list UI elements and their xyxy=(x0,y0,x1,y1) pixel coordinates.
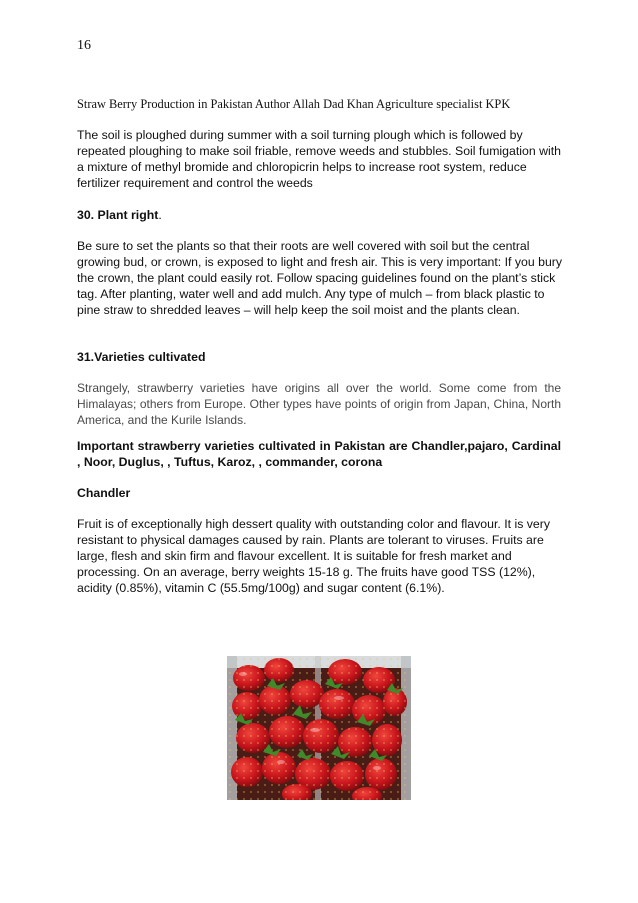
varieties-heading: 31.Varieties cultivated xyxy=(77,350,206,364)
plant-right-heading xyxy=(77,208,162,222)
page-header: Straw Berry Production in Pakistan Author Allah Dad Khan Agriculture specialist KPK xyxy=(77,97,511,111)
strawberry-photo xyxy=(227,656,411,800)
chandler-heading: Chandler xyxy=(77,486,131,500)
plant-right-paragraph: Be sure to set the plants so that their roots are well covered with soil but the central growing bud, or crown, is exposed to light and fresh air. This is very important: If you bury the crown, the plant could easily rot. Follow spacing guidelines found on the plant’s stick tag. After planting, water well and add mulch. Any type of mulch – from black plastic to pine straw to shredded leaves – will help keep the soil moist and the plants clean. xyxy=(77,239,563,317)
page-number: 16 xyxy=(77,38,91,53)
intro-paragraph: The soil is ploughed during summer with a soil turning plough which is followed by repeated ploughing to make soil friable, remove weeds and stubbles. Soil fumigation with a mixture of methyl bromide and chloropicrin helps to increase root system, reduce fertilizer requirement and control the weeds xyxy=(77,128,561,190)
plant-right-heading-text: 30. Plant right xyxy=(77,208,159,222)
important-varieties-paragraph: Important strawberry varieties cultivated in Pakistan are Chandler,pajaro, Cardinal , Noor, Duglus, , Tuftus, Karoz, , commander, corona xyxy=(77,439,561,469)
plant-right-heading-period: . xyxy=(158,208,162,222)
strawberry-photo-drawing xyxy=(227,656,411,800)
chandler-paragraph: Fruit is of exceptionally high dessert quality with outstanding color and flavour. It is very resistant to physical damages caused by rain. Plants are tolerant to viruses. Fruits are large, flesh and skin firm and flavour excellent. It is suitable for fresh market and processing. On an average, berry weights 15-18 g. The fruits have good TSS (12%), acidity (0.85%), vitamin C (55.5mg/100g) and sugar content (6.1%). xyxy=(77,517,550,595)
varieties-paragraph: Strangely, strawberry varieties have origins all over the world. Some come from the Himalayas; others from Europe. Other types have points of origin from Japan, China, North America, and the Kurile Islands. xyxy=(77,381,561,427)
